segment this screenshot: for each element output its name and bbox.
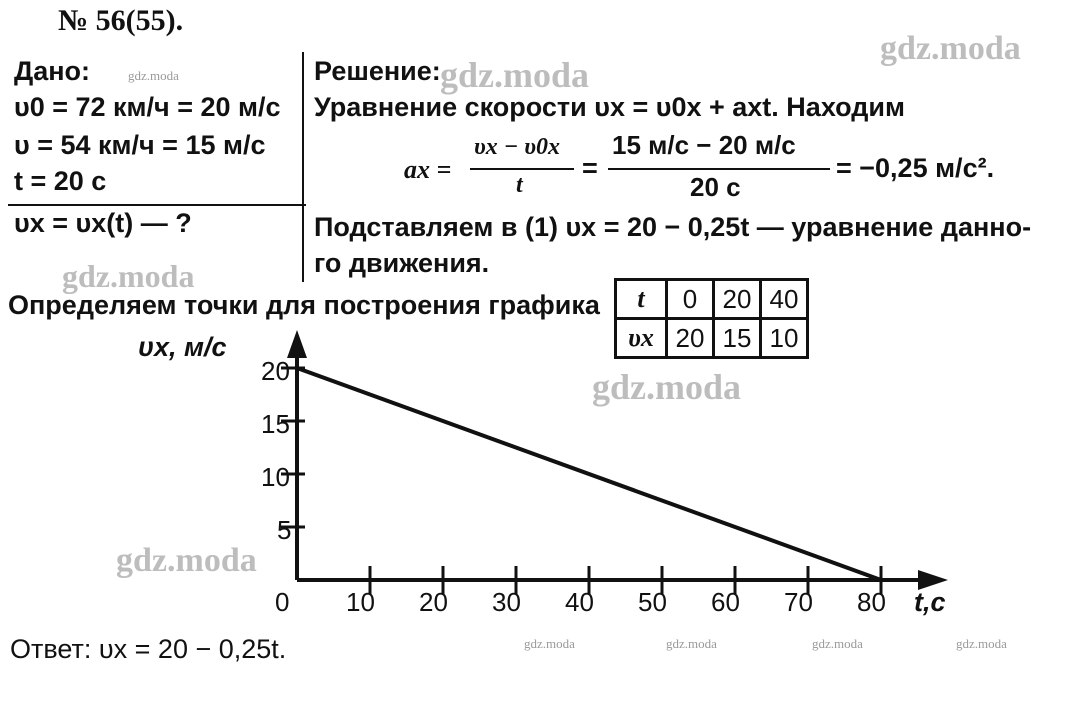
x-tick-label: 40 (565, 587, 594, 617)
fraction-2-denominator: 20 с (690, 172, 741, 202)
problem-number: № 56(55). (58, 4, 184, 37)
equals-sign: = (582, 153, 598, 183)
points-intro: Определяем точки для построения графика (8, 290, 600, 320)
table-cell: 20 (714, 280, 761, 319)
table-cell: t (616, 280, 667, 319)
x-tick-label: 50 (638, 587, 667, 617)
watermark: gdz.moda (440, 55, 590, 95)
y-axis-label: υx, м/с (138, 332, 227, 362)
watermark: gdz.moda (880, 30, 1021, 67)
table-cell: 20 (667, 319, 714, 358)
table-cell: 15 (714, 319, 761, 358)
acceleration-result: = −0,25 м/с². (836, 153, 995, 183)
watermark: gdz.moda (812, 636, 863, 651)
y-tick-label: 20 (261, 356, 290, 386)
y-tick-label: 5 (277, 515, 292, 545)
solution-line-1: Уравнение скорости υx = υ0x + axt. Находим (314, 92, 906, 122)
watermark: gdz.moda (128, 68, 179, 83)
y-axis-arrow (287, 330, 307, 358)
watermark: gdz.moda (956, 636, 1007, 651)
table-cell: 40 (761, 280, 808, 319)
given-line-3: t = 20 с (14, 166, 107, 196)
fraction-2-numerator: 15 м/с − 20 м/с (612, 130, 796, 160)
fraction-1-numerator: υx − υ0x (474, 134, 561, 160)
x-axis-label: t,c (914, 587, 946, 617)
table-cell: υx (616, 319, 667, 358)
x-tick-label: 30 (492, 587, 521, 617)
watermark: gdz.moda (666, 636, 717, 651)
given-label: Дано: (14, 56, 91, 86)
watermark: gdz.moda (62, 258, 195, 294)
x-tick-label: 0 (275, 587, 290, 617)
watermark: gdz.moda (524, 636, 575, 651)
watermark: gdz.moda (592, 367, 742, 407)
table-cell: 0 (667, 280, 714, 319)
x-tick-label: 20 (419, 587, 448, 617)
x-tick-label: 70 (784, 587, 813, 617)
watermark: gdz.moda (116, 542, 257, 579)
solution-line-4: го движения. (314, 248, 490, 278)
formula-lhs: ax = (404, 155, 452, 184)
x-tick-label: 10 (346, 587, 375, 617)
given-line-1: υ0 = 72 км/ч = 20 м/с (14, 92, 281, 122)
x-tick-label: 60 (711, 587, 740, 617)
given-line-2: υ = 54 км/ч = 15 м/с (14, 130, 266, 160)
y-tick-label: 15 (261, 409, 290, 439)
table-cell: 10 (761, 319, 808, 358)
fraction-1-denominator: t (516, 172, 523, 198)
find-line: υx = υx(t) — ? (14, 208, 192, 238)
answer: Ответ: υx = 20 − 0,25t. (10, 634, 287, 664)
y-tick-label: 10 (261, 462, 290, 492)
x-tick-label: 80 (857, 587, 886, 617)
solution-label: Решение: (314, 56, 441, 86)
solution-line-3: Подставляем в (1) υx = 20 − 0,25t — уравнение данно- (314, 212, 1032, 242)
velocity-line (297, 368, 881, 580)
